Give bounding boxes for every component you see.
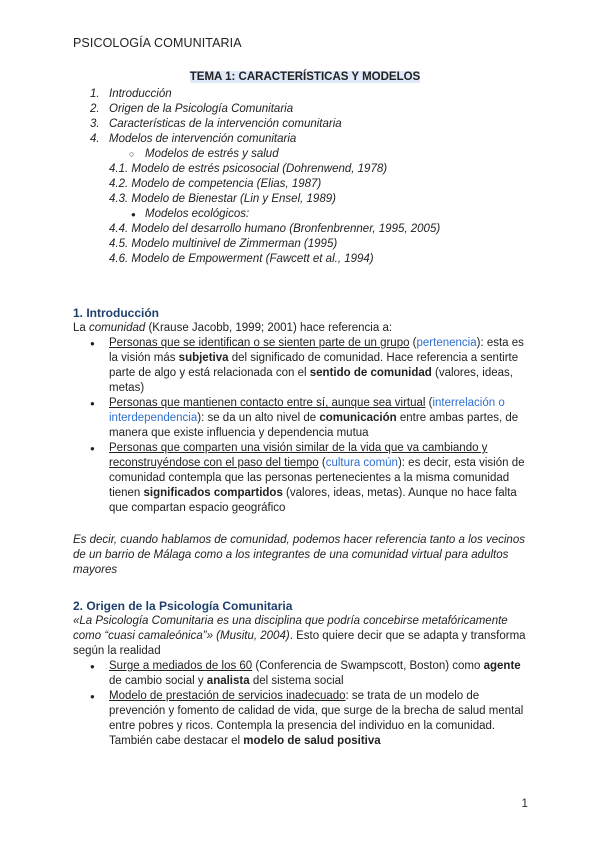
underlined-text: Personas que comparten una visión similar de la vida que va cambiando y reconstruyéndose con el paso del tiempo (109, 442, 488, 469)
text-run: (Conferencia de Swampscott, Boston) como (252, 660, 484, 672)
highlight-term: pertenencia (416, 337, 477, 349)
underlined-text: Surge a mediados de los 60 (109, 660, 253, 672)
toc-number: 1. (90, 88, 100, 100)
toc-item-3 (73, 117, 533, 132)
page-header: PSICOLOGÍA COMUNITARIA (73, 36, 242, 50)
italic-note: Es decir, cuando hablamos de comunidad, podemos hacer referencia tanto a los vecinos de un barrio de Málaga como a los integrantes de una comunidad virtual para adultos mayores (73, 534, 525, 576)
document-title (73, 70, 533, 85)
bold-term: modelo de salud positiva (243, 735, 381, 747)
toc-item-4-1: 4.1. Modelo de estrés psicosocial (Dohrenwend, 1978) (109, 163, 388, 175)
toc-item-2 (73, 102, 533, 117)
text-run: entre ambas partes, de manera que existe influencia y dependencia mutua (109, 412, 519, 439)
text-run: (valores, ideas, metas) (109, 367, 513, 394)
highlight-term: interrelación o interdependencia (109, 397, 505, 424)
toc-text: Características de la intervención comunitaria (109, 118, 342, 130)
toc-text: Origen de la Psicología Comunitaria (109, 103, 294, 115)
toc-number: 4. (90, 133, 100, 145)
bold-term: sentido de comunidad (309, 367, 432, 379)
bold-term: analista (206, 675, 250, 687)
quote-text: «La Psicología Comunitaria es una disciplina que podría concebirse metafóricamente como “cuasi camaleónica”» (Musitu, 2004) (73, 615, 508, 642)
text-run: ( (318, 457, 326, 469)
list-item-swampscott (73, 659, 533, 689)
section-heading-origen: 2. Origen de la Psicología Comunitaria (73, 599, 293, 613)
bold-term: agente (483, 660, 521, 672)
origin-paragraph (73, 614, 533, 659)
toc-item-1 (73, 87, 533, 102)
toc-subgroup-stress: ○ Modelos de estrés y salud (73, 147, 533, 162)
text-run: de cambio social y (109, 675, 207, 687)
list-item-cultura-comun (73, 441, 533, 516)
toc-item-4-3: 4.3. Modelo de Bienestar (Lin y Ensel, 1989) (109, 193, 336, 205)
emphasis-text: comunidad (89, 322, 146, 334)
toc-item-4-4: 4.4. Modelo del desarrollo humano (Bronfenbrenner, 1995, 2005) (109, 223, 441, 235)
text-run: : se trata de un modelo de prevención y fomento de calidad de vida, que surge de la brecha de salud mental entre pobres y ricos. Contempla la presencia del individuo en la comunidad. También cabe destacar el (109, 690, 524, 747)
text-run: ( (425, 397, 433, 409)
toc-item-4 (73, 132, 533, 147)
text-run: ): esta es la visión más (109, 337, 524, 364)
toc-subgroup-ecological: ● Modelos ecológicos: (73, 207, 533, 222)
toc-item-4-5: 4.5. Modelo multinivel de Zimmerman (1995) (109, 238, 338, 250)
community-definitions-list (73, 336, 533, 516)
toc-item-4-6: 4.6. Modelo de Empowerment (Fawcett et al., 1994) (109, 253, 374, 265)
text-run: La (73, 322, 89, 334)
document-body (73, 70, 533, 749)
toc-number: 3. (90, 118, 100, 130)
text-run: del sistema social (249, 675, 344, 687)
text-run: (valores, ideas, metas). Aunque no hace falta que compartan espacio geográfico (109, 487, 517, 514)
section-heading-introduccion: 1. Introducción (73, 306, 160, 320)
toc-item-4-2: 4.2. Modelo de competencia (Elias, 1987) (109, 178, 322, 190)
text-run: del significado de comunidad. Hace referencia a sentirte parte de algo y está relacionada con el (109, 352, 519, 379)
bold-term: subjetiva (178, 352, 229, 364)
underlined-text: Personas que mantienen contacto entre sí, aunque sea virtual (109, 397, 426, 409)
underlined-text: Modelo de prestación de servicios inadecuado (109, 690, 346, 702)
text-run: (Krause Jacobb, 1999; 2001) hace referencia a: (145, 322, 393, 334)
text-run: ( (409, 337, 417, 349)
list-item-modelo-servicios (73, 689, 533, 749)
list-item-pertenencia (73, 336, 533, 396)
table-of-contents (73, 87, 533, 267)
bold-term: significados compartidos (143, 487, 283, 499)
text-run: ): se da un alto nivel de (197, 412, 320, 424)
origin-list (73, 659, 533, 749)
toc-number: 2. (90, 103, 100, 115)
text-run: . Esto quiere decir que se adapta y transforma según la realidad (73, 630, 526, 657)
list-item-interrelacion (73, 396, 533, 441)
toc-text: Modelos de intervención comunitaria (109, 133, 297, 145)
document-title-text: TEMA 1: CARACTERÍSTICAS Y MODELOS (189, 71, 421, 83)
toc-text: Introducción (109, 88, 172, 100)
underlined-text: Personas que se identifican o se sienten parte de un grupo (109, 337, 410, 349)
bold-term: comunicación (319, 412, 397, 424)
intro-paragraph (73, 321, 533, 336)
text-run: ): es decir, esta visión de comunidad contempla que las personas pertenecientes a la misma comunidad tienen (109, 457, 525, 499)
page-number: 1 (521, 796, 528, 810)
highlight-term: cultura común (325, 457, 398, 469)
